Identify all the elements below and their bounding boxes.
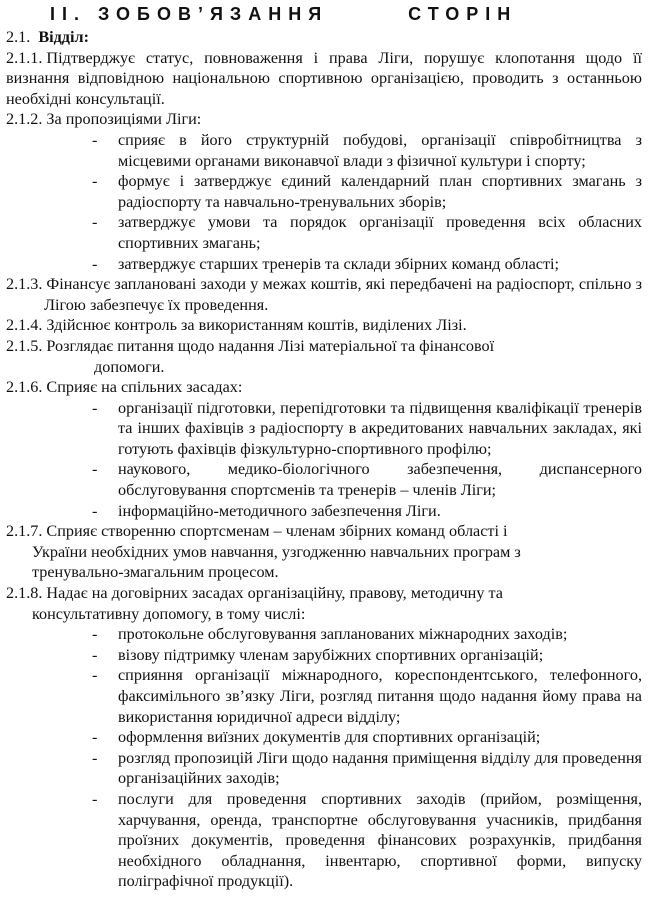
list-item: - протокольне обслуговування запланованих міжнародних заходів; — [118, 624, 642, 645]
clause-2-1-6-list — [6, 398, 642, 522]
list-item: - оформлення виїзних документів для спортивних організацій; — [118, 727, 642, 748]
clause-number: 2.1.4. — [6, 316, 43, 335]
clause-label: Відділ: — [38, 28, 89, 46]
list-item: - організації підготовки, перепідготовки та підвищення кваліфікації тренерів та інших фахівців з радіоспорту в акредитованих навчальних закладах, які готують фахівців фізкультурно-спортивного профілю; — [118, 398, 642, 460]
list-item: - візову підтримку членам зарубіжних спортивних організацій; — [118, 645, 642, 666]
clause-2-1 — [6, 27, 642, 48]
clause-text: Надає на договірних засадах організаційну, правову, методичну та — [46, 584, 503, 603]
clause-2-1-3 — [6, 274, 642, 315]
clause-text: Сприяє на спільних засадах: — [46, 378, 243, 397]
clause-number: 2.1.8. — [6, 584, 43, 603]
clause-number: 2.1.7. — [6, 522, 43, 541]
clause-2-1-2-list — [6, 130, 642, 274]
clause-2-1-8-cont: консультативну допомогу, в тому числі: — [32, 604, 306, 623]
clause-2-1-1 — [6, 48, 642, 110]
list-item: - розгляд пропозицій Ліги щодо надання приміщення відділу для проведення організаційних заходів; — [118, 748, 642, 789]
list-item: - затверджує старших тренерів та склади збірних команд області; — [118, 254, 642, 275]
clause-2-1-5-cont: допомоги. — [94, 357, 165, 376]
clause-2-1-8-list — [6, 624, 642, 892]
clause-number: 2.1.2. — [6, 110, 43, 129]
clause-2-1-7-cont: тренувально-змагальним процесом. — [32, 563, 279, 582]
list-item: - наукового, медико-біологічного забезпечення, диспансерного обслуговування спортсменів та тренерів – членів Ліги; — [118, 459, 642, 500]
clause-number: 2.1.1. — [6, 48, 43, 67]
clause-number: 2.1.3. — [6, 275, 43, 294]
clause-number: 2.1.6. — [6, 378, 43, 397]
clause-2-1-7 — [6, 521, 642, 542]
section-title — [6, 2, 642, 26]
title-right: СТОРІН — [408, 4, 518, 24]
title-left: ІІ. ЗОБОВ’ЯЗАННЯ — [50, 4, 329, 24]
clause-2-1-5 — [6, 336, 642, 357]
clause-text: Розглядає питання щодо надання Лізі матеріальної та фінансової — [46, 336, 495, 355]
list-item: - інформаційно-методичного забезпечення Ліги. — [118, 501, 642, 522]
clause-text: Здійснює контроль за використанням коштів, виділених Лізі. — [46, 316, 467, 335]
list-item: - затверджує умови та порядок організації проведення всіх обласних спортивних змагань; — [118, 212, 642, 253]
clause-2-1-7-cont: України необхідних умов навчання, узгодженню навчальних програм з — [32, 542, 521, 561]
clause-text: Сприяє створенню спортсменам – членам збірних команд області і — [46, 522, 508, 541]
clause-2-1-8 — [6, 583, 642, 604]
clause-2-1-6 — [6, 377, 642, 398]
list-item: - формує і затверджує єдиний календарний план спортивних змагань з радіоспорту та навчально-тренувальних зборів; — [118, 171, 642, 212]
clause-number: 2.1. — [6, 28, 31, 46]
clause-number: 2.1.5. — [6, 336, 43, 355]
list-item: - сприяння організації міжнародного, кореспондентського, телефонного, факсимільного зв’язку Ліги, розгляд питання щодо надання йому права на використання юридичної адреси відділу; — [118, 665, 642, 727]
clause-text: За пропозиціями Ліги: — [46, 110, 202, 129]
list-item: - сприяє в його структурній побудові, організації співробітництва з місцевими органами виконавчої влади з фізичної культури і спорту; — [118, 130, 642, 171]
list-item: - послуги для проведення спортивних заходів (прийом, розміщення, харчування, оренда, транспортне обслуговування учасників, придбання проїзних документів, проведення фінансових розрахунків, придбання необхідного обладнання, інвентарю, спортивної форми, випуску поліграфічної продукції). — [118, 789, 642, 892]
clause-2-1-4 — [6, 315, 642, 336]
clause-text: Фінансує заплановані заходи у межах коштів, які передбачені на радіоспорт, спільно з Лігою забезпечує їх проведення. — [44, 275, 642, 314]
clause-text: Підтверджує статус, повноваження і права Ліги, порушує клопотання щодо її визнання відповідною національною спортивною організацією, проводить з останньою необхідні консультації. — [6, 48, 642, 108]
clause-2-1-2 — [6, 109, 642, 130]
